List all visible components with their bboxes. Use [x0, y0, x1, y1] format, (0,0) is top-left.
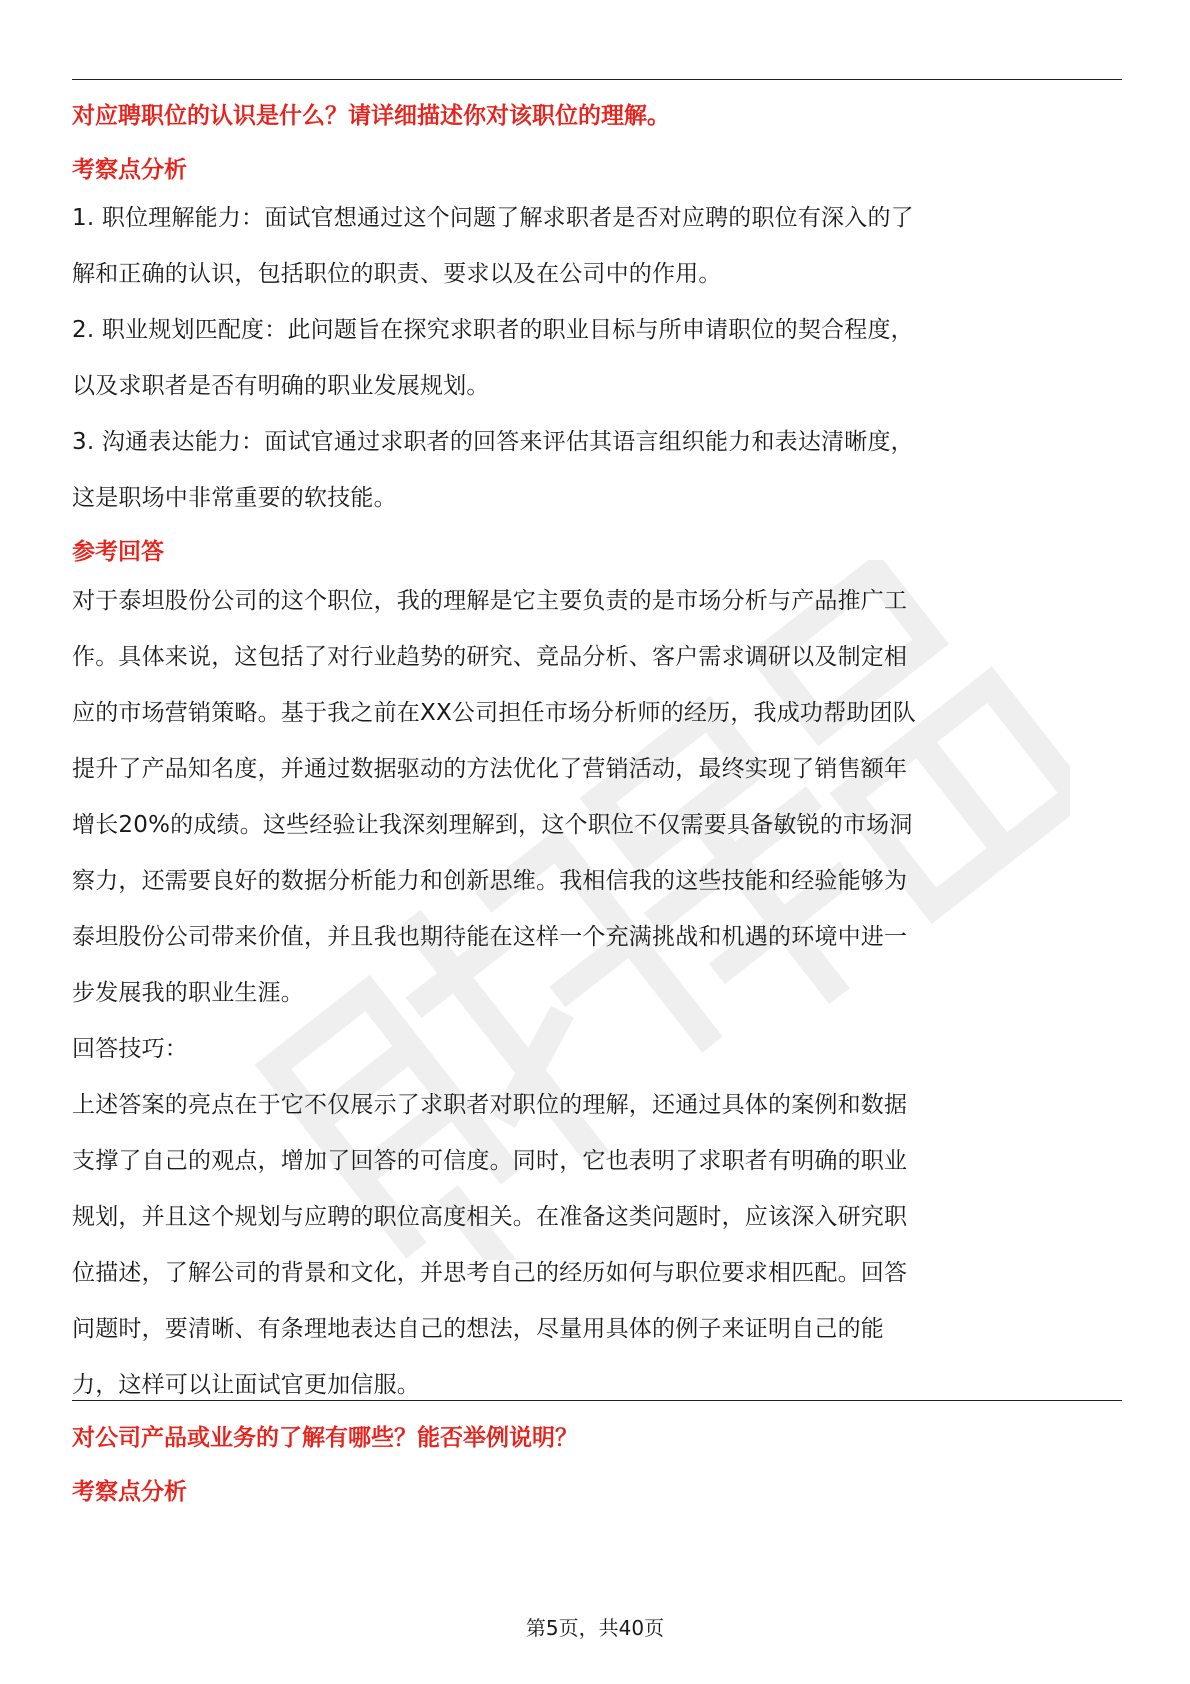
analysis-line: 1. 职位理解能力：面试官想通过这个问题了解求职者是否对应聘的职位有深入的了 — [72, 205, 914, 231]
answer-line: 力，这样可以让面试官更加信服。 — [72, 1372, 420, 1398]
answer-line: 应的市场营销策略。基于我之前在XX公司担任市场分析师的经历，我成功帮助团队 — [72, 700, 916, 726]
answer-line: 步发展我的职业生涯。 — [72, 980, 304, 1006]
answer-line: 上述答案的亮点在于它不仅展示了求职者对职位的理解，还通过具体的案例和数据 — [72, 1092, 908, 1118]
question-1-answer-heading: 参考回答 — [72, 539, 164, 565]
page-number-footer: 第5页，共40页 — [525, 1616, 665, 1640]
question-2-analysis-heading: 考察点分析 — [72, 1479, 187, 1505]
question-2-title: 对公司产品或业务的了解有哪些？能否举例说明？ — [72, 1425, 578, 1451]
answer-line: 增长20%的成绩。这些经验让我深刻理解到，这个职位不仅需要具备敏锐的市场洞 — [72, 812, 913, 838]
answer-line: 支撑了自己的观点，增加了回答的可信度。同时，它也表明了求职者有明确的职业 — [72, 1148, 908, 1174]
question-1-analysis-body — [72, 190, 1122, 526]
analysis-line: 以及求职者是否有明确的职业发展规划。 — [72, 373, 490, 399]
analysis-line: 3. 沟通表达能力：面试官通过求职者的回答来评估其语言组织能力和表达清晰度， — [72, 429, 914, 455]
analysis-line: 解和正确的认识，包括职位的职责、要求以及在公司中的作用。 — [72, 261, 722, 287]
answer-line: 提升了产品知名度，并通过数据驱动的方法优化了营销活动，最终实现了销售额年 — [72, 756, 908, 782]
analysis-line: 这是职场中非常重要的软技能。 — [72, 485, 397, 511]
question-1-title: 对应聘职位的认识是什么？请详细描述你对该职位的理解。 — [72, 103, 670, 129]
answer-tips-label: 回答技巧： — [72, 1036, 188, 1062]
answer-line: 问题时，要清晰、有条理地表达自己的想法，尽量用具体的例子来证明自己的能 — [72, 1316, 884, 1342]
answer-line: 察力，还需要良好的数据分析能力和创新思维。我相信我的这些技能和经验能够为 — [72, 868, 908, 894]
analysis-line: 2. 职业规划匹配度：此问题旨在探究求职者的职业目标与所申请职位的契合程度， — [72, 317, 914, 343]
answer-line: 作。具体来说，这包括了对行业趋势的研究、竞品分析、客户需求调研以及制定相 — [72, 644, 908, 670]
question-1-analysis-heading: 考察点分析 — [72, 157, 187, 183]
section-divider — [72, 1400, 1122, 1401]
top-divider — [72, 79, 1122, 80]
question-1-answer-body — [72, 573, 1122, 1413]
answer-line: 泰坦股份公司带来价值，并且我也期待能在这样一个充满挑战和机遇的环境中进一 — [72, 924, 908, 950]
answer-line: 规划，并且这个规划与应聘的职位高度相关。在准备这类问题时，应该深入研究职 — [72, 1204, 908, 1230]
answer-line: 位描述，了解公司的背景和文化，并思考自己的经历如何与职位要求相匹配。回答 — [72, 1260, 908, 1286]
answer-line: 对于泰坦股份公司的这个职位，我的理解是它主要负责的是市场分析与产品推广工 — [72, 588, 908, 614]
